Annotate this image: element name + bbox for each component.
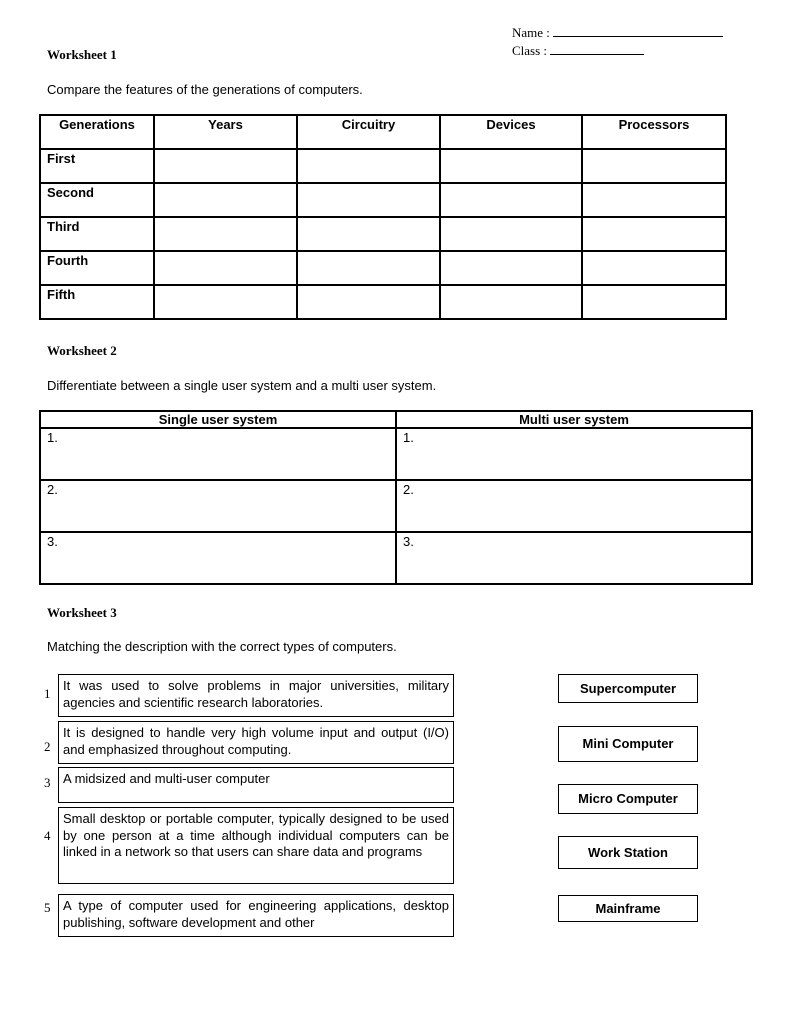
item-number: 2 (44, 739, 51, 754)
type-mini-computer[interactable]: Mini Computer (558, 726, 698, 762)
row-number: 1. (47, 430, 58, 445)
answer-cell[interactable] (440, 149, 582, 183)
name-label: Name : (512, 25, 550, 40)
answer-cell[interactable] (440, 251, 582, 285)
class-blank[interactable] (550, 43, 644, 55)
multi-user-answer[interactable] (396, 428, 752, 480)
answer-cell[interactable] (297, 217, 440, 251)
worksheet1-title: Worksheet 1 (47, 47, 117, 62)
name-blank[interactable] (553, 25, 723, 37)
generations-table (39, 114, 727, 320)
row-label-fifth: Fifth (40, 285, 154, 319)
description-box-4[interactable]: Small desktop or portable computer, typically designed to be used by one person at a time although individual computers can be linked in a network so that users can share data and programs (58, 807, 454, 884)
class-label: Class : (512, 43, 548, 58)
type-mainframe[interactable]: Mainframe (558, 895, 698, 922)
answer-cell[interactable] (440, 183, 582, 217)
table-row (40, 285, 726, 319)
table-row (40, 532, 752, 584)
single-user-answer[interactable] (40, 480, 396, 532)
answer-cell[interactable] (154, 251, 297, 285)
single-user-answer[interactable] (40, 532, 396, 584)
row-number: 3. (47, 534, 58, 549)
worksheet3-title: Worksheet 3 (47, 605, 117, 620)
answer-cell[interactable] (440, 217, 582, 251)
col-single-user: Single user system (40, 411, 396, 428)
col-circuitry: Circuitry (297, 115, 440, 149)
row-number: 2. (47, 482, 58, 497)
description-box-1[interactable]: It was used to solve problems in major universities, military agencies and scientific research laboratories. (58, 674, 454, 717)
table-row (40, 480, 752, 532)
name-line (512, 25, 723, 41)
worksheet2-instruction: Differentiate between a single user system and a multi user system. (47, 378, 437, 393)
row-number: 3. (403, 534, 414, 549)
answer-cell[interactable] (154, 285, 297, 319)
table-row (40, 251, 726, 285)
col-years: Years (154, 115, 297, 149)
answer-cell[interactable] (582, 251, 726, 285)
answer-cell[interactable] (582, 217, 726, 251)
answer-cell[interactable] (154, 149, 297, 183)
answer-cell[interactable] (297, 285, 440, 319)
answer-cell[interactable] (582, 149, 726, 183)
answer-cell[interactable] (297, 149, 440, 183)
item-number: 4 (44, 828, 51, 843)
row-number: 2. (403, 482, 414, 497)
type-supercomputer[interactable]: Supercomputer (558, 674, 698, 703)
type-micro-computer[interactable]: Micro Computer (558, 784, 698, 814)
single-user-answer[interactable] (40, 428, 396, 480)
col-devices: Devices (440, 115, 582, 149)
answer-cell[interactable] (440, 285, 582, 319)
answer-cell[interactable] (154, 217, 297, 251)
answer-cell[interactable] (297, 183, 440, 217)
item-number: 5 (44, 900, 51, 915)
type-work-station[interactable]: Work Station (558, 836, 698, 869)
item-number: 1 (44, 686, 51, 701)
table-header-row (40, 411, 752, 428)
answer-cell[interactable] (154, 183, 297, 217)
description-box-5[interactable]: A type of computer used for engineering applications, desktop publishing, software development and other (58, 894, 454, 937)
col-multi-user: Multi user system (396, 411, 752, 428)
row-number: 1. (403, 430, 414, 445)
table-row (40, 217, 726, 251)
worksheet2-title: Worksheet 2 (47, 343, 117, 358)
answer-cell[interactable] (582, 183, 726, 217)
class-line (512, 43, 644, 59)
table-row (40, 149, 726, 183)
multi-user-answer[interactable] (396, 532, 752, 584)
user-system-table (39, 410, 753, 585)
table-header-row (40, 115, 726, 149)
item-number: 3 (44, 775, 51, 790)
row-label-fourth: Fourth (40, 251, 154, 285)
description-box-3[interactable]: A midsized and multi-user computer (58, 767, 454, 803)
table-row (40, 183, 726, 217)
row-label-second: Second (40, 183, 154, 217)
row-label-third: Third (40, 217, 154, 251)
worksheet3-instruction: Matching the description with the correct types of computers. (47, 639, 397, 654)
col-generations: Generations (40, 115, 154, 149)
worksheet1-instruction: Compare the features of the generations of computers. (47, 82, 363, 97)
multi-user-answer[interactable] (396, 480, 752, 532)
description-box-2[interactable]: It is designed to handle very high volume input and output (I/O) and emphasized throughout computing. (58, 721, 454, 764)
table-row (40, 428, 752, 480)
answer-cell[interactable] (582, 285, 726, 319)
col-processors: Processors (582, 115, 726, 149)
row-label-first: First (40, 149, 154, 183)
answer-cell[interactable] (297, 251, 440, 285)
